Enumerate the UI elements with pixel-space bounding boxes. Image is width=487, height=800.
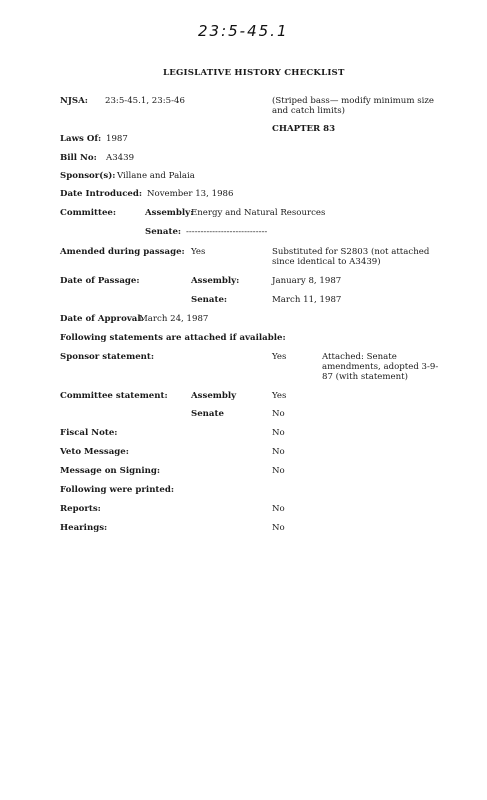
veto-message-value: No bbox=[272, 447, 285, 457]
bill-no-label: Bill No: bbox=[60, 153, 97, 163]
fiscal-note-label: Fiscal Note: bbox=[60, 428, 118, 438]
bill-no-value: A3439 bbox=[106, 153, 135, 163]
amended-note-line2: since identical to A3439) bbox=[272, 257, 381, 267]
passage-senate-label: Senate: bbox=[191, 295, 228, 305]
page-title: LEGISLATIVE HISTORY CHECKLIST bbox=[163, 68, 345, 78]
committee-statement-senate-label: Senate bbox=[191, 409, 224, 419]
njsa-description-line2: and catch limits) bbox=[272, 106, 345, 116]
following-printed-heading: Following were printed: bbox=[60, 485, 175, 495]
sponsors-label: Sponsor(s): bbox=[60, 171, 116, 181]
handwritten-note: 23:5-45.1 bbox=[198, 22, 289, 40]
following-attached-heading: Following statements are attached if available: bbox=[60, 333, 286, 343]
signing-message-value: No bbox=[272, 466, 285, 476]
laws-of-label: Laws Of: bbox=[60, 134, 102, 144]
njsa-value: 23:5-45.1, 23:5-46 bbox=[105, 96, 185, 106]
committee-assembly-value: Energy and Natural Resources bbox=[191, 208, 326, 218]
passage-label: Date of Passage: bbox=[60, 276, 140, 286]
reports-label: Reports: bbox=[60, 504, 101, 514]
amended-note-line1: Substituted for S2803 (not attached bbox=[272, 247, 430, 257]
committee-statement-assembly-label: Assembly bbox=[191, 391, 237, 401]
sponsor-statement-label: Sponsor statement: bbox=[60, 352, 155, 362]
date-introduced-label: Date Introduced: bbox=[60, 189, 143, 199]
date-introduced-value: November 13, 1986 bbox=[147, 189, 234, 199]
approval-label: Date of Approval: bbox=[60, 314, 144, 324]
sponsor-statement-note-line3: 87 (with statement) bbox=[322, 372, 408, 382]
committee-statement-assembly-value: Yes bbox=[272, 391, 287, 401]
committee-statement-senate-value: No bbox=[272, 409, 285, 419]
sponsor-statement-note-line2: amendments, adopted 3-9- bbox=[322, 362, 439, 372]
passage-assembly-label: Assembly: bbox=[191, 276, 240, 286]
amended-value: Yes bbox=[191, 247, 206, 257]
chapter-label: CHAPTER 83 bbox=[272, 124, 336, 134]
approval-value: March 24, 1987 bbox=[139, 314, 209, 324]
passage-assembly-value: January 8, 1987 bbox=[272, 276, 342, 286]
passage-senate-value: March 11, 1987 bbox=[272, 295, 342, 305]
committee-senate-label: Senate: bbox=[145, 227, 182, 237]
hearings-value: No bbox=[272, 523, 285, 533]
amended-label: Amended during passage: bbox=[60, 247, 185, 257]
laws-of-value: 1987 bbox=[106, 134, 128, 144]
committee-senate-value: ---------------------------- bbox=[186, 227, 268, 237]
committee-assembly-label: Assembly: bbox=[145, 208, 194, 218]
hearings-label: Hearings: bbox=[60, 523, 108, 533]
sponsor-statement-note-line1: Attached: Senate bbox=[322, 352, 397, 362]
sponsor-statement-value: Yes bbox=[272, 352, 287, 362]
njsa-label: NJSA: bbox=[60, 96, 88, 106]
sponsors-value: Villane and Palaia bbox=[117, 171, 195, 181]
fiscal-note-value: No bbox=[272, 428, 285, 438]
veto-message-label: Veto Message: bbox=[60, 447, 129, 457]
njsa-description-line1: (Striped bass— modify minimum size bbox=[272, 96, 434, 106]
reports-value: No bbox=[272, 504, 285, 514]
signing-message-label: Message on Signing: bbox=[60, 466, 161, 476]
committee-label: Committee: bbox=[60, 208, 117, 218]
committee-statement-label: Committee statement: bbox=[60, 391, 168, 401]
